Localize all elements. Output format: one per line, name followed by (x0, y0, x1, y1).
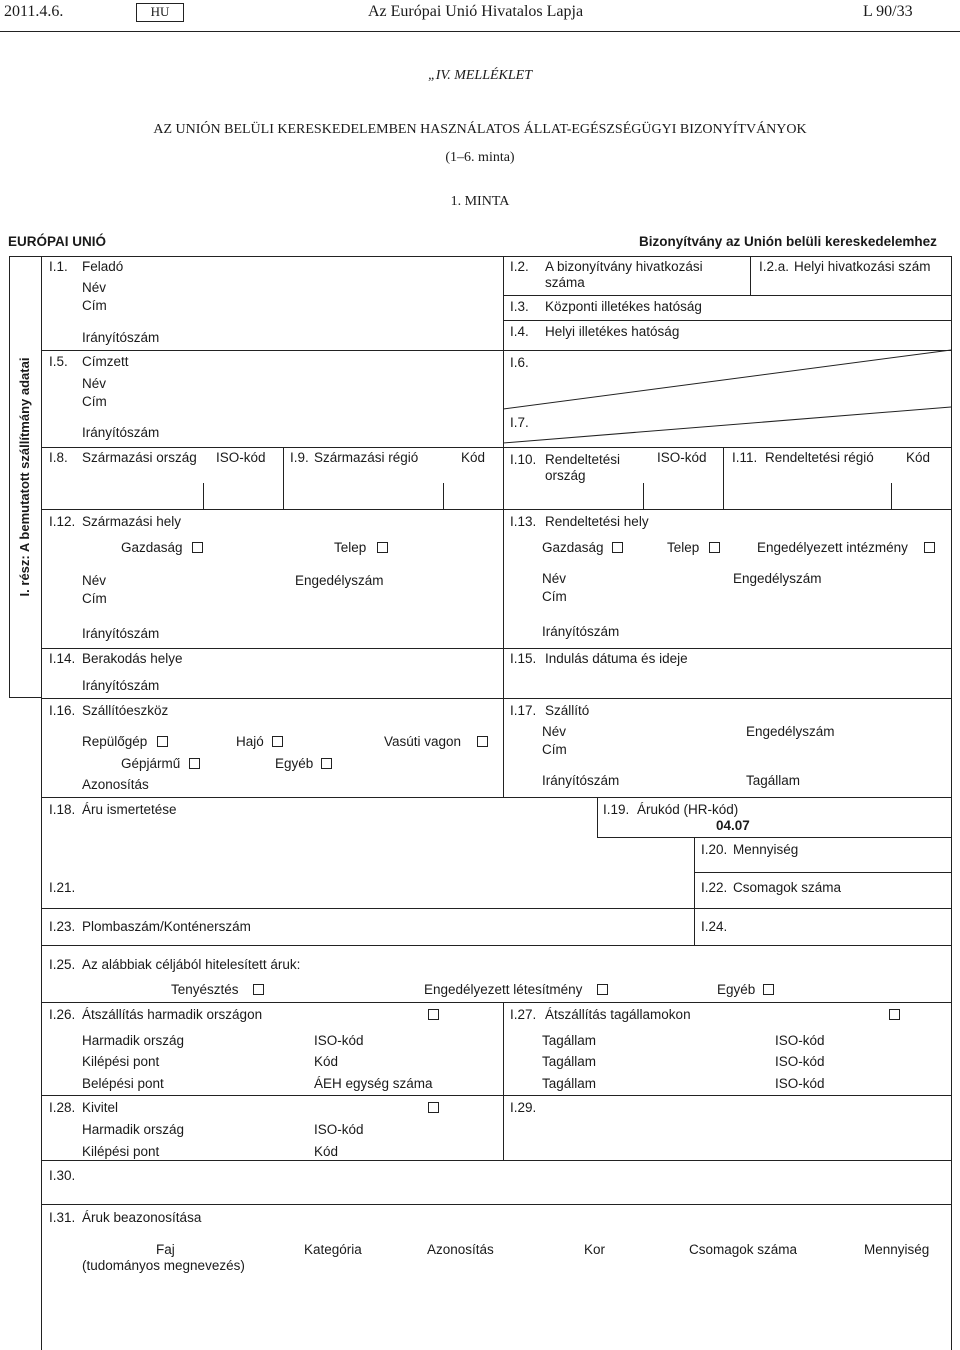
entry-point-label: Belépési pont (82, 1076, 164, 1091)
field-number: I.2. (510, 259, 529, 274)
code-label: Kód (314, 1144, 339, 1159)
field-number: I.22. (701, 880, 728, 895)
road-vehicle-label: Gépjármű (121, 756, 181, 771)
field-number: I.15. (510, 651, 537, 666)
field-number: I.3. (510, 299, 529, 314)
iso-code-label: ISO-kód (775, 1033, 825, 1048)
member-state-label: Tagállam (542, 1076, 597, 1091)
member-state-transit-label: Átszállítás tagállamokon (545, 1007, 691, 1022)
third-country-transit-checkbox[interactable] (428, 1009, 439, 1020)
transporter-label: Szállító (545, 703, 590, 718)
third-country-transit-label: Átszállítás harmadik országon (82, 1007, 263, 1022)
eu-label: EURÓPAI UNIÓ (8, 234, 107, 249)
field-number: I.30. (49, 1168, 76, 1183)
aeroplane-checkbox[interactable] (157, 736, 168, 747)
central-authority-label: Központi illetékes hatóság (545, 299, 702, 314)
approved-facility-checkbox[interactable] (597, 984, 608, 995)
field-number: I.9. (290, 450, 309, 465)
column-age: Kor (584, 1242, 606, 1257)
certificate-reference-label-2: száma (545, 275, 585, 290)
quantity-label: Mennyiség (733, 842, 799, 857)
establishment-label: Telep (667, 540, 700, 555)
field-number: I.27. (510, 1007, 537, 1022)
breeding-checkbox[interactable] (253, 984, 264, 995)
column-species-sub: (tudományos megnevezés) (82, 1258, 245, 1273)
field-number: I.24. (701, 919, 728, 934)
consignee-postcode: Irányítószám (82, 425, 160, 440)
destination-country-label-2: ország (545, 468, 586, 483)
identification-label: Azonosítás (82, 777, 149, 792)
export-checkbox[interactable] (428, 1102, 439, 1113)
packages-label: Csomagok száma (733, 880, 842, 895)
field-number: I.12. (49, 514, 76, 529)
consignee-name: Név (82, 376, 107, 391)
approval-number-label: Engedélyszám (733, 571, 822, 586)
departure-label: Indulás dátuma és ideje (545, 651, 688, 666)
destination-holding-checkbox[interactable] (612, 542, 623, 553)
consignor-postcode: Irányítószám (82, 330, 160, 345)
certificate-reference-label: A bizonyítvány hivatkozási (545, 259, 703, 274)
destination-country-label: Rendeltetési (545, 452, 621, 467)
railway-wagon-checkbox[interactable] (477, 736, 488, 747)
member-state-label: Tagállam (746, 773, 801, 788)
column-packages: Csomagok száma (689, 1242, 798, 1257)
field-number: I.1. (49, 259, 68, 274)
column-category: Kategória (304, 1242, 362, 1257)
field-number: I.5. (49, 354, 68, 369)
consignee-label: Címzett (82, 354, 129, 369)
approved-body-label: Engedélyezett intézmény (757, 540, 908, 555)
commodity-code-label: Árukód (HR-kód) (637, 802, 739, 817)
commodity-code-value: 04.07 (716, 818, 750, 833)
field-number: I.13. (510, 514, 537, 529)
origin-postcode: Irányítószám (82, 626, 160, 641)
origin-country-label: Származási ország (82, 450, 197, 465)
third-country-label: Harmadik ország (82, 1122, 185, 1137)
field-number: I.28. (49, 1100, 76, 1115)
code-label: Kód (314, 1054, 339, 1069)
iso-code-label: ISO-kód (775, 1054, 825, 1069)
language-badge: HU (136, 3, 184, 22)
column-identification: Azonosítás (427, 1242, 494, 1257)
approval-number-label: Engedélyszám (746, 724, 835, 739)
transport-label: Szállítóeszköz (82, 703, 169, 718)
place-of-origin-label: Származási hely (82, 514, 182, 529)
header-rule (0, 31, 960, 32)
local-authority-label: Helyi illetékes hatóság (545, 324, 680, 339)
column-quantity: Mennyiség (864, 1242, 930, 1257)
seal-number-label: Plombaszám/Konténerszám (82, 919, 251, 934)
member-state-label: Tagállam (542, 1054, 597, 1069)
code-label: Kód (906, 450, 931, 465)
destination-region-label: Rendeltetési régió (765, 450, 874, 465)
code-label: Kód (461, 450, 486, 465)
field-number: I.20. (701, 842, 728, 857)
field-number: I.7. (510, 415, 529, 430)
consignee-address: Cím (82, 394, 107, 409)
subtitle: (1–6. minta) (445, 150, 515, 165)
iso-code-label: ISO-kód (775, 1076, 825, 1091)
consignor-label: Feladó (82, 259, 124, 274)
iso-code-label: ISO-kód (657, 450, 707, 465)
origin-address: Cím (82, 591, 107, 606)
field-number: I.18. (49, 802, 76, 817)
destination-name: Név (542, 571, 567, 586)
transporter-name: Név (542, 724, 567, 739)
third-country-label: Harmadik ország (82, 1033, 185, 1048)
holding-checkbox[interactable] (192, 542, 203, 553)
field-number: I.11. (732, 450, 758, 465)
field-number: I.29. (510, 1100, 537, 1115)
approved-facility-label: Engedélyezett létesítmény (424, 982, 583, 997)
approved-body-checkbox[interactable] (924, 542, 935, 553)
field-number: I.21. (49, 880, 76, 895)
breeding-label: Tenyésztés (171, 982, 239, 997)
establishment-checkbox[interactable] (377, 542, 388, 553)
field-number: I.8. (49, 450, 68, 465)
other-purpose-checkbox[interactable] (763, 984, 774, 995)
consignor-address: Cím (82, 298, 107, 313)
loading-postcode: Irányítószám (82, 678, 160, 693)
road-vehicle-checkbox[interactable] (189, 758, 200, 769)
other-label: Egyéb (275, 756, 314, 771)
goods-identification-label: Áruk beazonosítása (82, 1210, 202, 1225)
member-state-transit-checkbox[interactable] (889, 1009, 900, 1020)
part-one-label: I. rész: A bemutatott szállítmány adatai (17, 357, 32, 597)
destination-establishment-checkbox[interactable] (709, 542, 720, 553)
column-species: Faj (156, 1242, 175, 1257)
export-label: Kivitel (82, 1100, 119, 1115)
header-date: 2011.4.6. (4, 3, 64, 20)
destination-address: Cím (542, 589, 567, 604)
origin-name: Név (82, 573, 107, 588)
other-transport-checkbox[interactable] (321, 758, 332, 769)
iso-code-label: ISO-kód (314, 1122, 364, 1137)
model-title: 1. MINTA (450, 194, 510, 209)
holding-label: Gazdaság (121, 540, 183, 555)
annex-title: „IV. MELLÉKLET (428, 68, 532, 83)
origin-region-label: Származási régió (314, 450, 419, 465)
consignor-name: Név (82, 280, 107, 295)
railway-wagon-label: Vasúti vagon (384, 734, 462, 749)
certified-purpose-label: Az alábbiak céljából hitelesített áruk: (82, 957, 301, 972)
field-number: I.23. (49, 919, 76, 934)
member-state-label: Tagállam (542, 1033, 597, 1048)
loading-place-label: Berakodás helye (82, 651, 183, 666)
iso-code-label: ISO-kód (314, 1033, 364, 1048)
exit-point-label: Kilépési pont (82, 1144, 160, 1159)
transporter-postcode: Irányítószám (542, 773, 620, 788)
ship-checkbox[interactable] (272, 736, 283, 747)
certificate-title: Bizonyítvány az Unión belüli kereskedelemhez (639, 234, 937, 249)
ship-label: Hajó (236, 734, 264, 749)
aeroplane-label: Repülőgép (82, 734, 148, 749)
commodity-description-label: Áru ismertetése (82, 802, 177, 817)
transporter-address: Cím (542, 742, 567, 757)
main-title: AZ UNIÓN BELÜLI KERESKEDELEMBEN HASZNÁLATOS ÁLLAT-EGÉSZSÉGÜGYI BIZONYÍTVÁNYOK (153, 122, 807, 137)
field-number: I.17. (510, 703, 537, 718)
bip-number-label: ÁEH egység száma (314, 1076, 433, 1091)
field-number: I.14. (49, 651, 76, 666)
exit-point-label: Kilépési pont (82, 1054, 160, 1069)
other-label: Egyéb (717, 982, 756, 997)
field-number: I.31. (49, 1210, 76, 1225)
field-number: I.6. (510, 355, 529, 370)
approval-number-label: Engedélyszám (295, 573, 384, 588)
establishment-label: Telep (334, 540, 367, 555)
destination-postcode: Irányítószám (542, 624, 620, 639)
local-reference-label: Helyi hivatkozási szám (794, 259, 931, 274)
field-number: I.2.a. (759, 259, 790, 274)
page-reference: L 90/33 (863, 3, 913, 20)
field-number: I.25. (49, 957, 76, 972)
diagonal-strokes (503, 345, 953, 445)
field-number: I.19. (603, 802, 630, 817)
field-number: I.26. (49, 1007, 76, 1022)
journal-name: Az Európai Unió Hivatalos Lapja (368, 3, 584, 20)
field-number: I.4. (510, 324, 529, 339)
field-number: I.16. (49, 703, 76, 718)
holding-label: Gazdaság (542, 540, 604, 555)
field-number: I.10. (510, 452, 537, 467)
iso-code-label: ISO-kód (216, 450, 266, 465)
place-of-destination-label: Rendeltetési hely (545, 514, 649, 529)
